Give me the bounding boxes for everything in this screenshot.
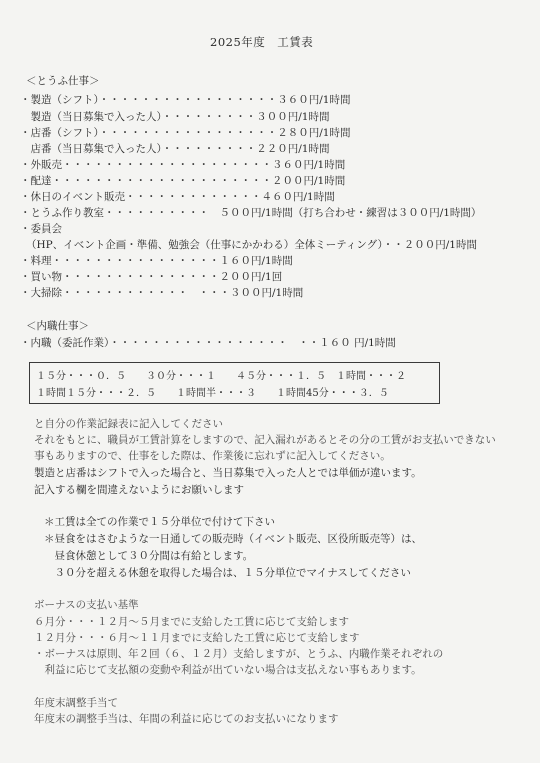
instruction-line: と自分の作業記録表に記入してください (34, 418, 223, 430)
wage-line: ・とうふ作り教室・・・・・・・・・・ ５００円/1時間（打ち合わせ・練習は３００円/1時間） (20, 207, 482, 219)
wage-line: 製造（当日募集で入った人）・・・・・・・・・３００円/1時間 (20, 111, 330, 123)
wage-line: ・配達・・・・・・・・・・・・・・・・・・・・・２００円/1時間 (20, 175, 346, 187)
tofu-heading: ＜とうふ仕事＞ (26, 75, 100, 87)
wage-line: ・委員会 (20, 223, 62, 235)
conversion-row: １５分・・・０．５ ３０分・・・１ ４５分・・・１．５ １時間・・・２ (36, 371, 406, 382)
instruction-line: 事もありますので、仕事をした際は、作業後に忘れずに記入してください。 (34, 450, 391, 462)
wage-line: ・大掃除・・・・・・・・・・・・ ・・・３００円/1時間 (20, 287, 304, 299)
note-line: 昼食休憩として３０分間は有給とします。 (44, 550, 254, 562)
note-line: ３０分を超える休憩を取得した場合は、１５分単位でマイナスしてください (44, 567, 411, 579)
bonus-heading: ボーナスの支払い基準 (34, 599, 139, 611)
wage-line: ・外販売・・・・・・・・・・・・・・・・・・・・３６０円/1時間 (20, 159, 346, 171)
instruction-line: 記入する欄を間違えないようにお願いします (34, 484, 244, 496)
instruction-line: 製造と店番はシフトで入った場合と、当日募集で入った人とでは単価が違います。 (34, 467, 422, 479)
conversion-row: １時間１５分・・・２．５ １時間半・・・３ １時間45分・・・３．５ (36, 388, 389, 399)
wage-line: ・内職（委託作業）・・・・・・・・・・・・・・・・・ ・・１６０ 円/1時間 (20, 337, 396, 349)
time-conversion-box (29, 362, 440, 404)
wage-line: ・休日のイベント販売・・・・・・・・・・・・・４６０円/1時間 (20, 191, 335, 203)
wage-line: ・店番（シフト）・・・・・・・・・・・・・・・・・２８０円/1時間 (20, 127, 351, 139)
wage-line: （HP、イベント企画・準備、勉強会（仕事にかかわる）全体ミーティング）・・２００円/1時間 (26, 239, 477, 251)
wage-line: ・料理・・・・・・・・・・・・・・・・１６０円/1時間 (20, 255, 293, 267)
wage-line: ・買い物・・・・・・・・・・・・・・・２００円/1回 (20, 271, 283, 283)
bonus-line: ・ボーナスは原則、年２回（６、１２月）支給しますが、とうふ、内職作業それぞれの (34, 648, 444, 660)
naishoku-heading: ＜内職仕事＞ (26, 320, 89, 332)
wage-line: 店番（当日募集で入った人）・・・・・・・・・２２０円/1時間 (20, 143, 330, 155)
year-end-line: 年度末の調整手当は、年間の利益に応じてのお支払いになります (34, 713, 339, 725)
bonus-line: 利益に応じて支払額の変動や利益が出ていない場合は支払えない事もあります。 (34, 664, 422, 676)
wage-line: ・製造（シフト）・・・・・・・・・・・・・・・・・３６０円/1時間 (20, 94, 351, 106)
bonus-line: ６月分・・・１２月～５月までに支給した工賃に応じて支給します (34, 616, 349, 628)
note-line: ＊昼食をはさむような一日通しての販売時（イベント販売、区役所販売等）は、 (44, 533, 422, 545)
bonus-line: １２月分・・・６月～１１月までに支給した工賃に応じて支給します (34, 632, 360, 644)
note-line: ＊工賃は全ての作業で１５分単位で付けて下さい (44, 516, 275, 528)
instruction-line: それをもとに、職員が工賃計算をしますので、記入漏れがあるとその分の工賃がお支払いできない (34, 434, 496, 446)
year-end-heading: 年度末調整手当て (34, 697, 118, 709)
page-title: 2025年度 工賃表 (210, 35, 314, 49)
